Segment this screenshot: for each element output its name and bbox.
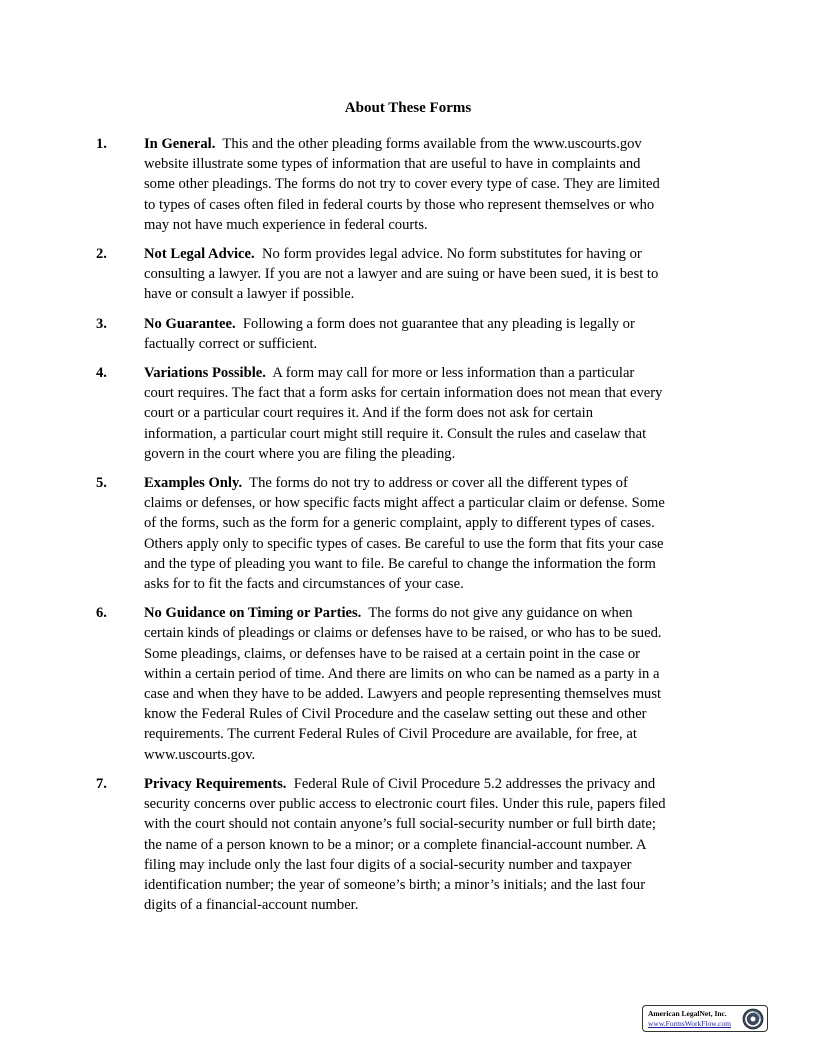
list-item-not-legal-advice: [96, 244, 736, 305]
item-line: digits of a financial-account number.: [144, 897, 359, 914]
item-number: 4.: [96, 365, 107, 382]
item-line: some other pleadings. The forms do not try to cover every type of case. They are limited: [144, 176, 660, 193]
item-line: within a certain period of time. And there are limits on who can be named as a party in a: [144, 665, 660, 682]
item-body: [144, 134, 736, 235]
item-text: This and the other pleading forms available from the www.uscourts.gov: [222, 136, 642, 152]
item-line: Some pleadings, claims, or defenses have to be raised at a certain point in the case or: [144, 645, 641, 662]
list-item-in-general: [96, 134, 736, 235]
item-body: [144, 774, 736, 915]
badge-website-link[interactable]: www.FormsWorkFlow.com: [648, 1019, 732, 1028]
item-line: court requires. The fact that a form asks for certain information does not mean that every: [144, 385, 663, 402]
item-text: Federal Rule of Civil Procedure 5.2 addresses the privacy and: [293, 775, 656, 792]
item-heading: In General.: [144, 136, 216, 152]
item-line: [144, 473, 736, 493]
item-line: claims or defenses, or how specific facts might affect a particular claim or defense. Some: [144, 495, 665, 512]
item-line: have or consult a lawyer if possible.: [144, 286, 355, 303]
item-heading: Examples Only.: [144, 475, 243, 492]
legalnet-footer-badge[interactable]: [642, 1005, 768, 1032]
item-line: website illustrate some types of information that are useful to have in complaints and: [144, 156, 641, 173]
item-line: consulting a lawyer. If you are not a lawyer and are suing or have been sued, it is best to: [144, 266, 659, 283]
item-body: [144, 314, 736, 354]
item-body: [144, 603, 736, 765]
item-line: with the court should not contain anyone’s full social-security number or full birth date;: [144, 816, 656, 833]
item-line: govern in the court where you are filing the pleading.: [144, 445, 456, 462]
item-line: factually correct or sufficient.: [144, 335, 318, 352]
item-line: of the forms, such as the form for a generic complaint, apply to different types of cases.: [144, 515, 655, 532]
item-line: filing may include only the last four digits of a social-security number and taxpayer: [144, 856, 632, 873]
item-number: 2.: [96, 246, 107, 263]
item-heading: No Guarantee.: [144, 315, 236, 332]
item-line: security concerns over public access to electronic court files. Under this rule, papers filed: [144, 796, 666, 813]
item-line: www.uscourts.gov.: [144, 746, 256, 763]
item-line: case and when they have to be added. Lawyers and people representing themselves must: [144, 686, 662, 703]
item-line: to types of cases often filed in federal courts by those who represent themselves or who: [144, 196, 655, 213]
globe-icon: [742, 1008, 764, 1030]
item-line: [144, 363, 736, 383]
badge-company-name: American LegalNet, Inc.: [648, 1009, 727, 1018]
item-text: The forms do not give any guidance on when: [368, 605, 633, 622]
item-line: court or a particular court requires it. And if the form does not ask for certain: [144, 405, 594, 422]
item-line: Others apply only to specific types of cases. Be careful to use the form that fits your case: [144, 535, 664, 552]
item-text: The forms do not try to address or cover all the different types of: [249, 475, 628, 492]
item-body: [144, 473, 736, 594]
item-number: 5.: [96, 475, 107, 492]
item-line: information, a particular court might still require it. Consult the rules and caselaw that: [144, 425, 647, 442]
item-heading: Not Legal Advice.: [144, 246, 255, 263]
list-item-no-guarantee: [96, 314, 736, 354]
list-item-no-guidance: [96, 603, 736, 765]
item-line: certain kinds of pleadings or claims or defenses have to be raised, or who has to be sued.: [144, 625, 662, 642]
list-item-examples-only: [96, 473, 736, 594]
item-line: know the Federal Rules of Civil Procedure and the caselaw setting out these and other: [144, 706, 647, 723]
forms-info-list: [96, 134, 736, 924]
item-heading: Privacy Requirements.: [144, 775, 287, 792]
item-line: asks for to fit the facts and circumstances of your case.: [144, 576, 464, 593]
item-body: [144, 363, 736, 464]
item-text: No form provides legal advice. No form substitutes for having or: [261, 246, 642, 263]
item-line: [144, 603, 736, 623]
item-heading: No Guidance on Timing or Parties.: [144, 605, 362, 622]
item-line: identification number; the year of someone’s birth; a minor’s initials; and the last four: [144, 876, 646, 893]
list-item-variations-possible: [96, 363, 736, 464]
item-heading: Variations Possible.: [144, 365, 266, 382]
item-body: [144, 244, 736, 305]
item-number: 7.: [96, 775, 107, 792]
item-number: 6.: [96, 605, 107, 622]
item-line: the name of a person known to be a minor; or a complete financial-account number. A: [144, 836, 647, 853]
page-title: About These Forms: [344, 100, 472, 116]
item-number: 1.: [96, 136, 107, 152]
item-number: 3.: [96, 315, 107, 332]
item-line: [144, 244, 736, 264]
item-text: A form may call for more or less information than a particular: [272, 365, 635, 382]
item-line: [144, 134, 736, 154]
item-line: [144, 314, 736, 334]
item-line: requirements. The current Federal Rules of Civil Procedure are available, for free, at: [144, 726, 637, 743]
item-text: Following a form does not guarantee that any pleading is legally or: [242, 315, 635, 332]
item-line: and the type of pleading you want to file. Be careful to change the information the form: [144, 555, 656, 572]
list-item-privacy-requirements: [96, 774, 736, 915]
item-line: may not have much experience in federal courts.: [144, 216, 428, 233]
item-line: [144, 774, 736, 794]
